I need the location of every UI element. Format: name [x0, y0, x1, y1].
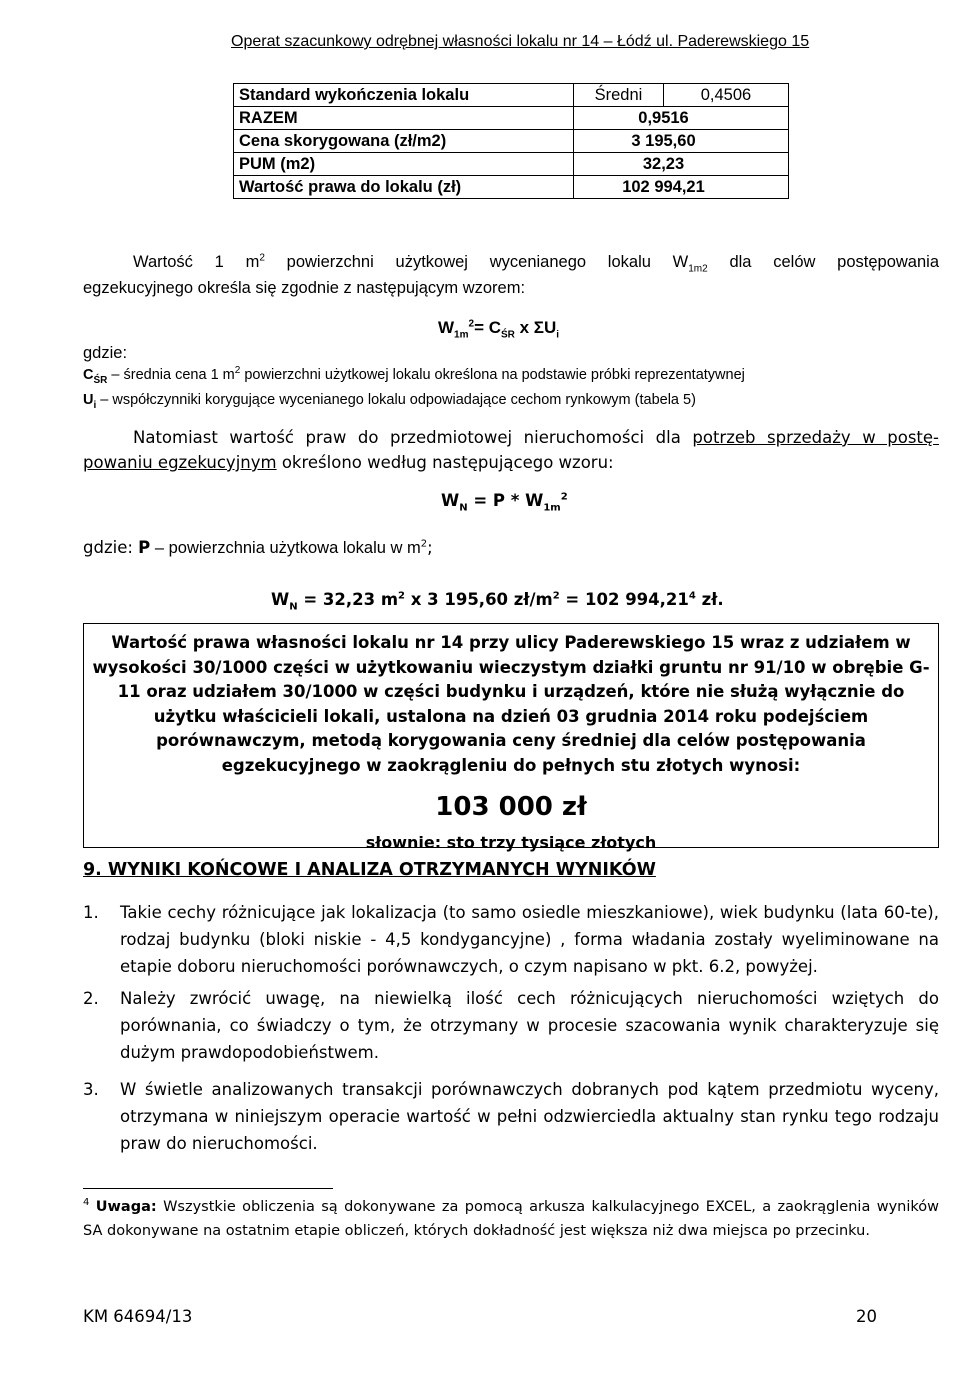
table-row — [234, 176, 789, 199]
result-amount: 103 000 zł — [435, 792, 587, 822]
formula-w1m: $W_{1m}^2= C_{ŚR}$ x $\Sigma U_i$ — [438, 318, 560, 341]
intro-line-1: Wartość 1 $m^2$ powierzchni użytkowej wycenianego lokalu $W_{1m2}$ dla celów postępowania — [133, 252, 939, 275]
footnote: $^4$ Uwaga: Wszystkie obliczenia są dokonywane za pomocą arkusza kalkulacyjnego EXCEL, a zaokrąglenia wyników SA dokonywane na ostatnim etapie obliczeń, których dokładność jest większa niż dwa miejsca po przecinku. — [83, 1197, 939, 1239]
table-cell-label: Wartość prawa do lokalu (zł) — [234, 176, 574, 199]
definition-csr: $C_{ŚR}$ – średnia cena 1 $m^2$ powierzchni użytkowej lokalu określona na podstawie próbki reprezentatywnej — [83, 365, 745, 386]
footer-reference: KM 64694/13 — [83, 1307, 193, 1326]
table-cell-label: Standard wykończenia lokalu — [234, 84, 574, 107]
table-cell-value: Średni — [574, 84, 664, 107]
list-text: Takie cechy różnicujące jak lokalizacja (to samo osiedle mieszkaniowe), wiek budynku (lata 60-te), rodzaj budynku (bloki niskie - 4,5 kondygancyjne) , forma władania zostały wyeliminowane na etapie doboru nieruchomości porównawczych, o czym napisano w pkt. 6.2, powyżej. — [120, 903, 939, 976]
result-box — [83, 623, 939, 852]
table-cell-label: Cena skorygowana (zł/m2) — [234, 130, 574, 153]
list-number: 3. — [83, 1080, 99, 1099]
gdzie-label: gdzie: — [83, 344, 128, 362]
table-cell-value: 0,9516 — [574, 107, 789, 130]
page-header: Operat szacunkowy odrębnej własności lokalu nr 14 – Łódź ul. Paderewskiego 15 — [231, 33, 810, 50]
list-number: 2. — [83, 989, 99, 1008]
table-row — [234, 153, 789, 176]
definition-ui: $U_i$ – współczynniki korygujące wycenianego lokalu odpowiadające cechom rynkowym (tabela 5) — [83, 392, 696, 411]
table-row — [234, 130, 789, 153]
gdzie-p-definition: gdzie: P – powierzchnia użytkowa lokalu w $m^2$; — [83, 538, 433, 557]
table-cell-value: 102 994,21 — [574, 176, 789, 199]
summary-table — [233, 83, 789, 199]
table-row — [234, 84, 789, 107]
table-cell-value: 32,23 — [574, 153, 789, 176]
table-cell-value: 3 195,60 — [574, 130, 789, 153]
list-number: 1. — [83, 903, 99, 922]
list-item — [83, 899, 939, 980]
footnote-separator — [83, 1188, 333, 1189]
formula-wn-result: $W_N = 32,23$ $m^2$ x 3 195,60 $zł/m^2 = 102$ 994,21$^4$ zł. — [271, 590, 724, 613]
formula-wn: $W_N = P * W_{1m}^2$ — [441, 491, 568, 514]
list-text: Należy zwrócić uwagę, na niewielką ilość cech różnicujących nieruchomości wziętych do porównania, co świadczy o tym, że otrzymany w procesie szacowania wynik charakteryzuje się dużym prawdopodobieństwem. — [120, 989, 939, 1062]
page-number: 20 — [856, 1307, 877, 1326]
list-item — [83, 1076, 939, 1157]
result-text: Wartość prawa własności lokalu nr 14 przy ulicy Paderewskiego 15 wraz z udziałem w wysokości 30/1000 części w użytkowaniu wieczystym działki gruntu nr 91/10 w obrębie G-11 oraz udziałem 30/1000 w części budynku i urządzeń, które nie służą wyłącznie do użytku właścicieli lokali, ustalona na dzień 03 grudnia 2014 roku podejściem porównawczym, metodą korygowania ceny średniej dla celów postępowania egzekucyjnego w zaokrągleniu do pełnych stu złotych wynosi: — [92, 633, 930, 775]
table-cell-label: RAZEM — [234, 107, 574, 130]
para2-line-1: Natomiast wartość praw do przedmiotowej nieruchomości dla potrzeb sprzedaży w postę- — [133, 428, 939, 447]
list-item — [83, 985, 939, 1066]
section-9-title: 9. WYNIKI KOŃCOWE I ANALIZA OTRZYMANYCH WYNIKÓW — [83, 860, 656, 880]
intro-line-2: egzekucyjnego określa się zgodnie z następującym wzorem: — [83, 279, 526, 297]
result-amount-words: słownie: sto trzy tysiące złotych — [365, 833, 657, 852]
para2-line-2: powaniu egzekucyjnym określono według następującego wzoru: — [83, 453, 614, 472]
table-cell-value: 0,4506 — [663, 84, 788, 107]
table-row — [234, 107, 789, 130]
list-text: W świetle analizowanych transakcji porównawczych dobranych pod kątem przedmiotu wyceny, otrzymana w niniejszym operacie wartość w pełni odzwierciedla aktualny stan rynku tego rodzaju praw do nieruchomości. — [120, 1080, 939, 1153]
table-cell-label: PUM (m2) — [234, 153, 574, 176]
